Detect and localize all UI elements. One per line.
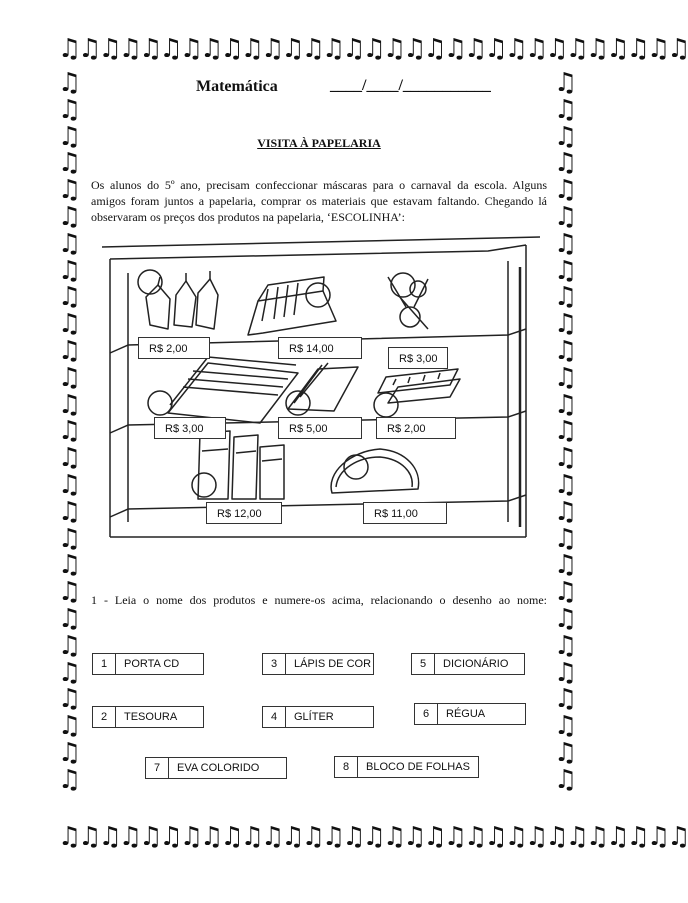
item-name: DICIONÁRIO	[443, 658, 509, 670]
note-border-right: ♫ ♫ ♫ ♫ ♫ ♫ ♫ ♫ ♫ ♫ ♫ ♫ ♫ ♫ ♫ ♫ ♫ ♫ ♫ ♫ ♫ ♫ ♫ ♫ ♫ ♫ ♫	[554, 68, 578, 795]
intro-paragraph: Os alunos do 5º ano, precisam confeccionar máscaras para o carnaval da escola. Alguns amigos foram juntos a papelaria, comprar os materiais que estavam faltando. Chegando lá observaram os preços dos produtos na papelaria, ‘ESCOLINHA’:	[91, 178, 547, 224]
shop-illustration	[88, 237, 548, 549]
item-name: EVA COLORIDO	[177, 762, 260, 774]
price-tag: R$ 5,00	[278, 417, 362, 439]
price-tag: R$ 3,00	[154, 417, 226, 439]
item-label	[262, 653, 374, 675]
item-name: LÁPIS DE COR	[294, 658, 372, 670]
price-tag: R$ 2,00	[138, 337, 210, 359]
item-label	[411, 653, 525, 675]
item-label	[92, 706, 204, 728]
item-number: 8	[335, 757, 358, 777]
price-tag: R$ 3,00	[388, 347, 448, 369]
item-number: 4	[263, 707, 286, 727]
note-border-bottom: ♫♫♫♫♫♫♫♫♫♫♫♫♫♫♫♫♫♫♫♫♫♫♫♫♫♫♫♫♫♫♫	[58, 822, 688, 852]
item-number: 1	[93, 654, 116, 674]
shelf-drawing	[88, 237, 548, 549]
item-number: 5	[412, 654, 435, 674]
item-label	[262, 706, 374, 728]
price-tag: R$ 11,00	[363, 502, 447, 524]
item-number: 6	[415, 704, 438, 724]
item-label	[334, 756, 479, 778]
worksheet-header	[0, 78, 638, 102]
item-name: RÉGUA	[446, 708, 486, 720]
item-name: BLOCO DE FOLHAS	[366, 761, 470, 773]
item-number: 7	[146, 758, 169, 778]
item-number: 3	[263, 654, 286, 674]
item-label	[92, 653, 204, 675]
item-name: TESOURA	[124, 711, 178, 723]
price-tag: R$ 12,00	[206, 502, 282, 524]
item-label	[145, 757, 287, 779]
item-number: 2	[93, 707, 116, 727]
note-border-left: ♫ ♫ ♫ ♫ ♫ ♫ ♫ ♫ ♫ ♫ ♫ ♫ ♫ ♫ ♫ ♫ ♫ ♫ ♫ ♫ ♫ ♫ ♫ ♫ ♫ ♫ ♫	[58, 68, 82, 795]
price-tag: R$ 14,00	[278, 337, 362, 359]
subject-title: Matemática	[196, 78, 278, 95]
item-name: PORTA CD	[124, 658, 180, 670]
question-text: 1 - Leia o nome dos produtos e numere-os acima, relacionando o desenho ao nome:	[91, 593, 547, 607]
item-label	[414, 703, 526, 725]
worksheet-title: VISITA À PAPELARIA	[257, 136, 381, 150]
note-border-top: ♫♫♫♫♫♫♫♫♫♫♫♫♫♫♫♫♫♫♫♫♫♫♫♫♫♫♫♫♫♫♫	[58, 34, 688, 64]
date-line: ____/____/___________	[330, 77, 491, 94]
item-name: GLÍTER	[294, 711, 334, 723]
price-tag: R$ 2,00	[376, 417, 456, 439]
